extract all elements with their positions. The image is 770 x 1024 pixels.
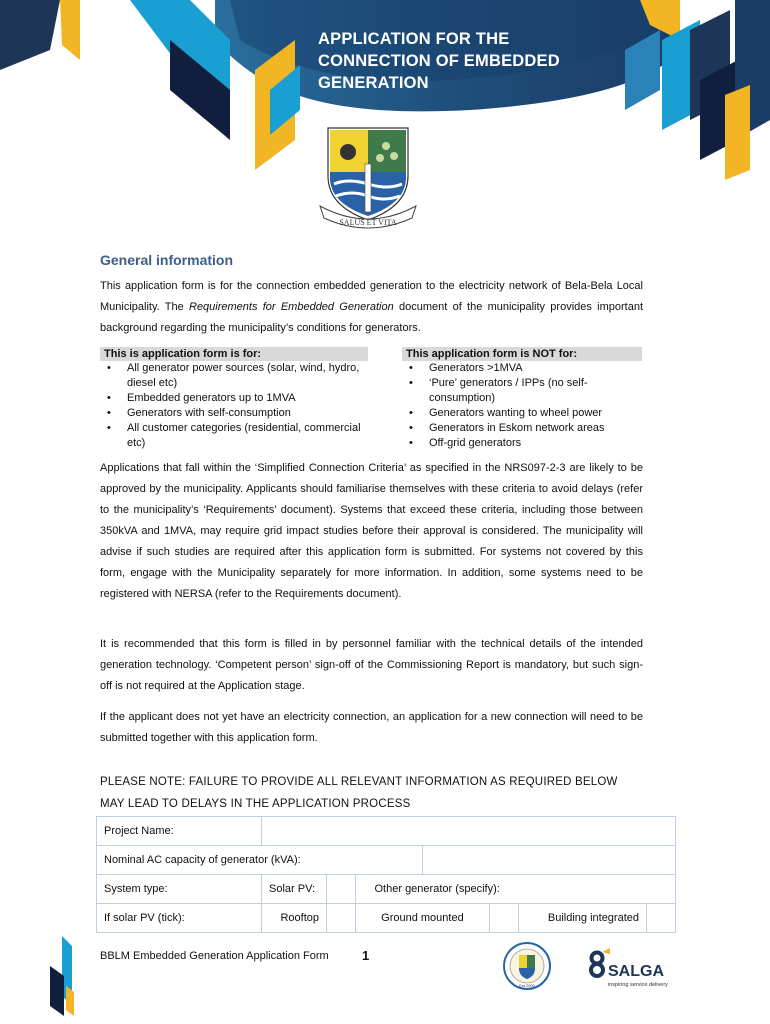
not-for-list-heading: This application form is NOT for: [402, 347, 642, 361]
system-type-label: System type: [97, 875, 262, 904]
ground-mounted-tick-box[interactable] [489, 904, 518, 933]
intro-text-1: This application form is for the connection embedded generation to the electricity network of Bela-Bela Local Municipality. The [100, 280, 643, 313]
nominal-capacity-label: Nominal AC capacity of generator (kVA): [97, 846, 423, 875]
document-title [318, 28, 618, 94]
rooftop-tick-box[interactable] [327, 904, 356, 933]
project-name-label: Project Name: [97, 817, 262, 846]
list-item: • Generators wanting to wheel power [402, 406, 642, 421]
seal-text: Est 2000 [519, 983, 535, 988]
please-note [100, 771, 618, 815]
footer-decoration [40, 936, 80, 1016]
salga-name: SALGA [608, 963, 664, 980]
if-solar-label: If solar PV (tick): [97, 904, 262, 933]
list-item: • Generators >1MVA [402, 361, 642, 376]
title-line-2: CONNECTION OF EMBEDDED [318, 52, 560, 70]
intro-text-2: document of the municipality provides important background regarding the municipality’s conditions for generators. [100, 301, 644, 334]
project-name-field[interactable] [262, 817, 676, 846]
other-generator-field[interactable] [518, 875, 675, 904]
nominal-capacity-field[interactable] [422, 846, 675, 875]
solar-pv-label: Solar PV: [262, 875, 327, 904]
list-item: • Off-grid generators [402, 436, 642, 451]
building-integrated-tick-box[interactable] [647, 904, 676, 933]
municipal-crest [318, 124, 418, 230]
note-line-2: MAY LEAD TO DELAYS IN THE APPLICATION PROCESS [100, 798, 411, 810]
intro-paragraph [100, 276, 643, 339]
salga-logo [588, 946, 668, 992]
intro-italic-doc: Requirements for Embedded Generation [189, 301, 394, 313]
not-for-list [402, 347, 642, 451]
title-line-3: GENERATION [318, 74, 429, 92]
list-item: • Generators in Eskom network areas [402, 421, 642, 436]
page-number: 1 [362, 948, 370, 963]
competent-person-paragraph: It is recommended that this form is filled in by personnel familiar with the technical details of the intended generation technology. ‘Competent person’ sign-off of the Commissioning Report is mandatory, but such sign-off is not required at the Application stage. [100, 638, 643, 692]
for-list-heading: This is application form is for: [100, 347, 368, 361]
for-list [100, 347, 368, 451]
ground-mounted-label: Ground mounted [356, 904, 490, 933]
section-heading-general: General information [100, 252, 234, 268]
application-form-table [96, 816, 676, 933]
rooftop-label: Rooftop [262, 904, 327, 933]
list-item: • All generator power sources (solar, wind, hydro, diesel etc) [100, 361, 368, 391]
new-connection-paragraph: If the applicant does not yet have an electricity connection, an application for a new connection will need to be submitted together with this application form. [100, 711, 643, 744]
footer-form-name: BBLM Embedded Generation Application Form [100, 950, 329, 962]
list-item: • All customer categories (residential, commercial etc) [100, 421, 368, 451]
other-generator-label: Other generator (specify): [356, 875, 519, 904]
note-line-1: PLEASE NOTE: FAILURE TO PROVIDE ALL RELEVANT INFORMATION AS REQUIRED BELOW [100, 776, 618, 788]
crest-motto: SALUS ET VITA [339, 218, 397, 227]
solar-pv-box[interactable] [327, 875, 356, 904]
list-item: • Generators with self-consumption [100, 406, 368, 421]
municipal-seal-logo [502, 940, 552, 992]
title-line-1: APPLICATION FOR THE [318, 30, 510, 48]
list-item: • ‘Pure’ generators / IPPs (no self-consumption) [402, 376, 642, 406]
building-integrated-label: Building integrated [518, 904, 646, 933]
simplified-criteria-paragraph: Applications that fall within the ‘Simplified Connection Criteria’ as specified in the NRS097-2-3 are likely to be approved by the municipality. Applicants should familiarise themselves with these criteria to avoid delays (refer to the municipality’s ‘Requirements’ document). Systems that exceed these criteria, including those between 350kVA and 1MVA, may require grid impact studies before their approval is considered. The municipality will advise if such studies are required after this application form is submitted. For systems not covered by this form, engage with the Municipality separately for more information. In addition, some systems need to be registered with NERSA (refer to the Requirements document). [100, 462, 643, 600]
list-item: • Embedded generators up to 1MVA [100, 391, 368, 406]
salga-tagline: inspiring service delivery [608, 982, 668, 988]
